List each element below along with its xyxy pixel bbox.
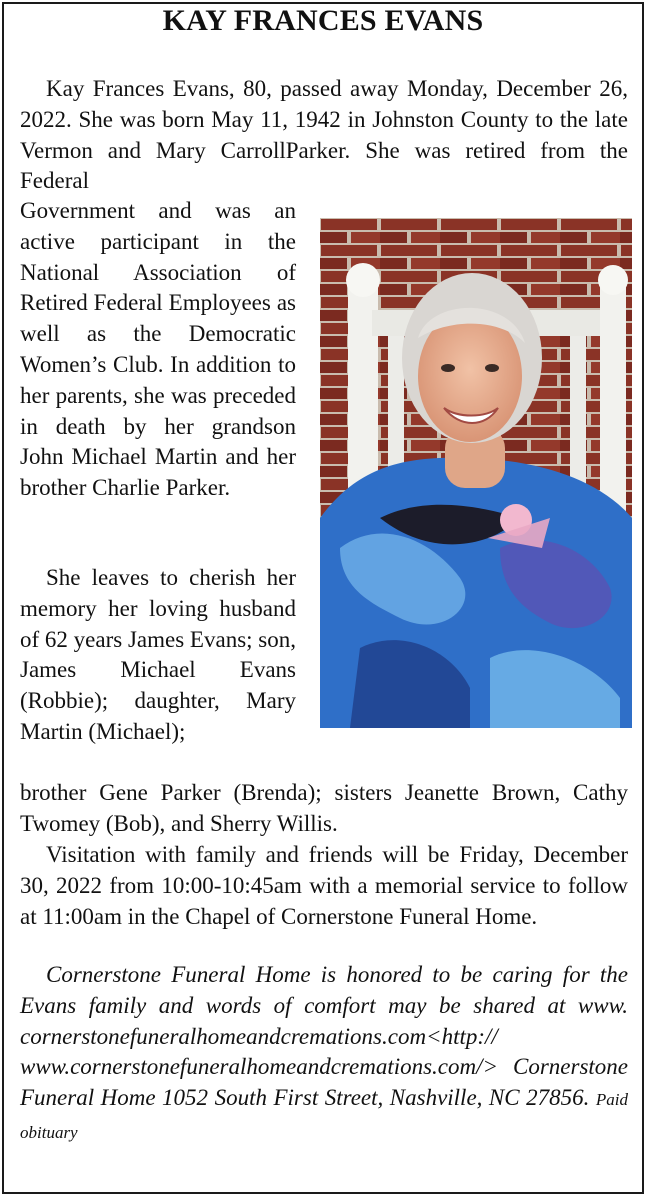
- paid-obituary-label: Paid obituary: [20, 1090, 628, 1142]
- paragraph-2-wrapped: She leaves to cherish her memory her loving husband of 62 years James Evans; son, James Michael Evans (Robbie); daughter, Mary Martin (Michael);: [20, 565, 296, 744]
- paragraph-1-intro: Kay Frances Evans, 80, passed away Monday, December 26, 2022. She was born May 11, 1942 in Johnston County to the late Vermon and Mary CarrollParker. She was retired from the Federal: [20, 76, 628, 194]
- closing-italic-text: Cornerstone Funeral Home is honored to be caring for the Evans family and words of comfort may be shared at www. cornerstonefuneralhomeandcremations.com<http:// www.cornerstonefuneralhomeandcremations.com/> Cornerstone Funeral Home 1052 South First Street, Nashville, NC 27856.: [20, 962, 628, 1111]
- portrait-photo: [320, 218, 632, 728]
- closing-paragraph: [20, 960, 628, 1149]
- paragraph-visitation: Visitation with family and friends will be Friday, December 30, 2022 from 10:00-10:45am with a memorial service to follow at 11:00am in the Chapel of Cornerstone Funeral Home.: [20, 842, 628, 929]
- paragraph-1-wrapped: Government and was an active participant in the National Association of Retired Federal Employees as well as the Democratic Women’s Club. In addition to her parents, she was preceded in death by her grandson John Michael Martin and her brother Charlie Parker.: [20, 198, 296, 501]
- paragraph-2-continued: brother Gene Parker (Brenda); sisters Jeanette Brown, Cathy Twomey (Bob), and Sherry Willis.: [20, 780, 628, 836]
- portrait-illustration: [320, 218, 632, 728]
- obituary-title: KAY FRANCES EVANS: [162, 4, 484, 37]
